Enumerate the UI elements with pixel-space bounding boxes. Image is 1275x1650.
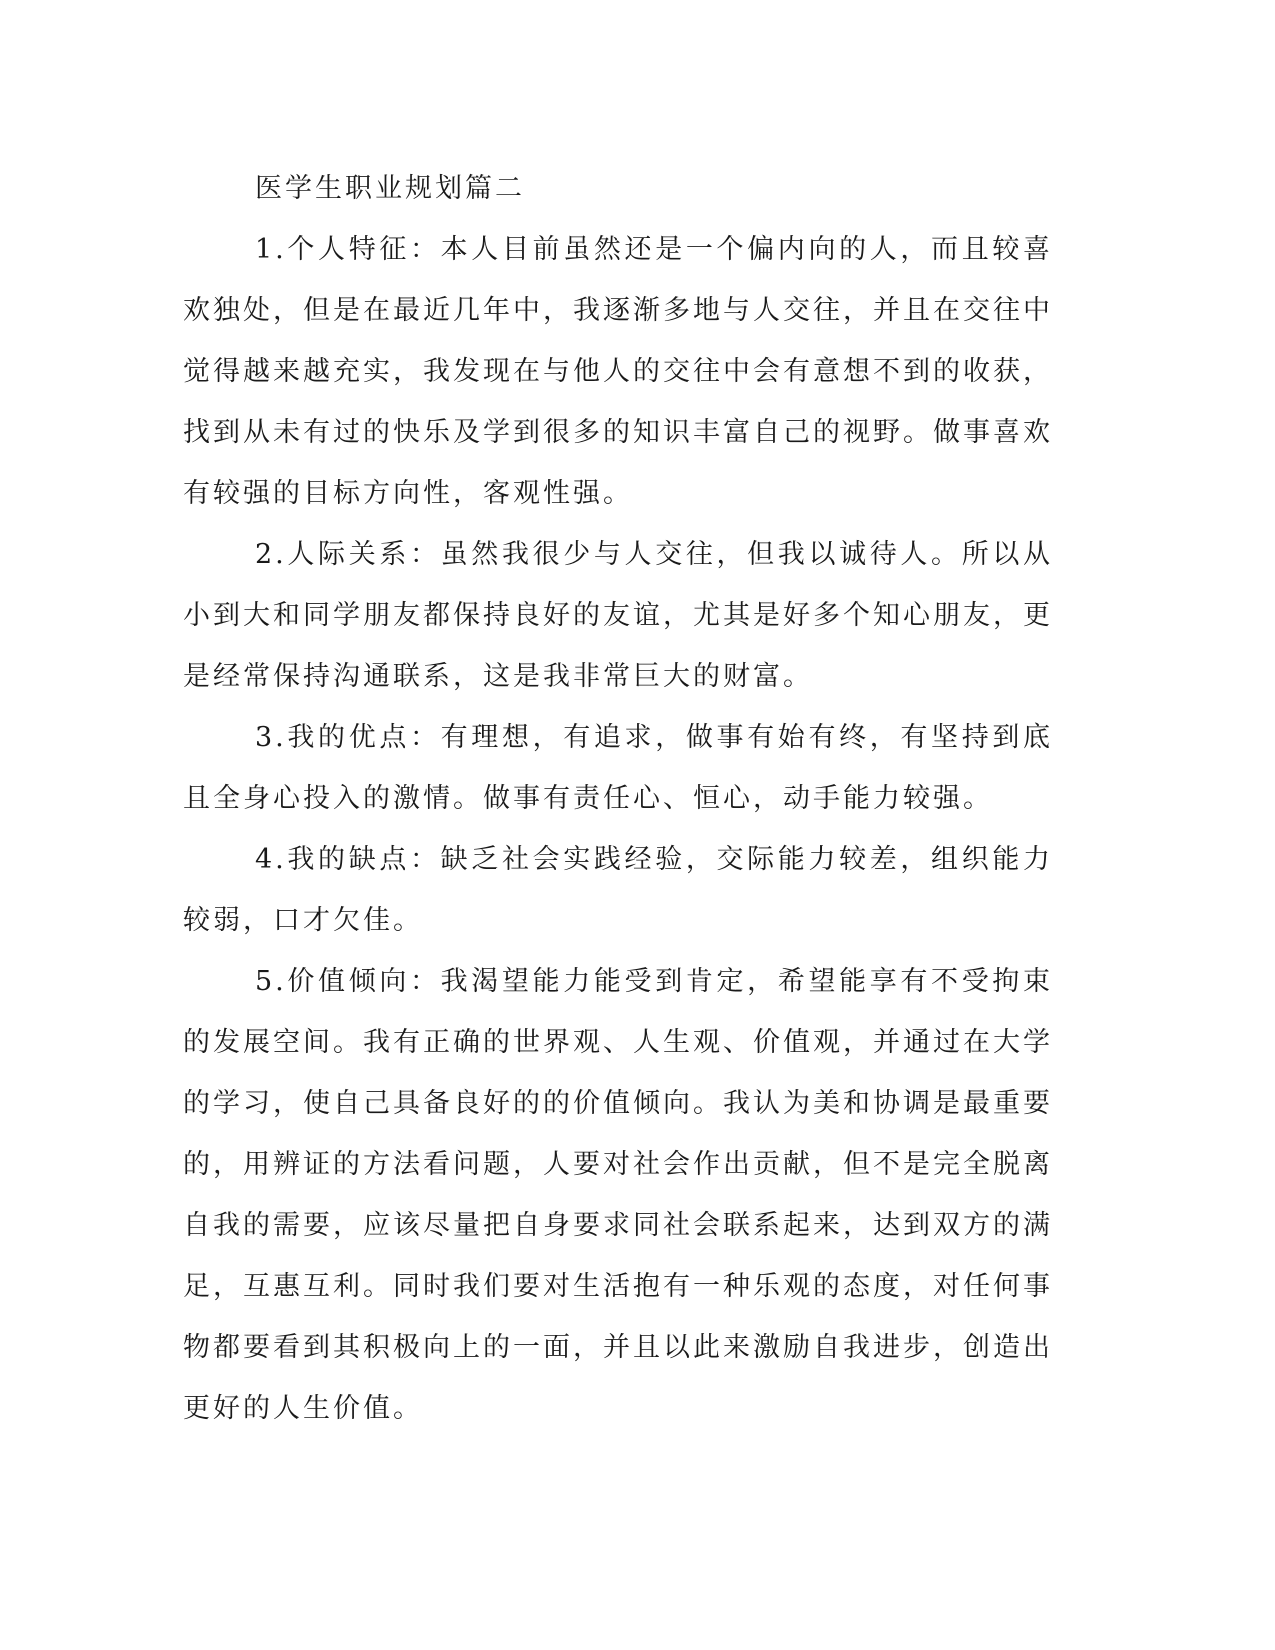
paragraph-interpersonal-relations: 2.人际关系：虽然我很少与人交往，但我以诚待人。所以从小到大和同学朋友都保持良好的友谊，尤其是好多个知心朋友，更是经常保持沟通联系，这是我非常巨大的财富。: [183, 539, 1053, 692]
document-body: [183, 158, 1053, 1439]
paragraph-strengths: 3.我的优点：有理想，有追求，做事有始有终，有坚持到底且全身心投入的激情。做事有责任心、恒心，动手能力较强。: [183, 722, 1053, 814]
paragraph-personal-traits: 1.个人特征：本人目前虽然还是一个偏内向的人，而且较喜欢独处，但是在最近几年中，我逐渐多地与人交往，并且在交往中觉得越来越充实，我发现在与他人的交往中会有意想不到的收获，找到从未有过的快乐及学到很多的知识丰富自己的视野。做事喜欢有较强的目标方向性，客观性强。: [183, 234, 1053, 509]
document-title: 医学生职业规划篇二: [255, 173, 525, 204]
paragraph-value-orientation: 5.价值倾向：我渴望能力能受到肯定，希望能享有不受拘束的发展空间。我有正确的世界观、人生观、价值观，并通过在大学的学习，使自己具备良好的的价值倾向。我认为美和协调是最重要的，用辨证的方法看问题，人要对社会作出贡献，但不是完全脱离自我的需要，应该尽量把自身要求同社会联系起来，达到双方的满足，互惠互利。同时我们要对生活抱有一种乐观的态度，对任何事物都要看到其积极向上的一面，并且以此来激励自我进步，创造出更好的人生价值。: [183, 966, 1053, 1424]
paragraph-weaknesses: 4.我的缺点：缺乏社会实践经验，交际能力较差，组织能力较弱，口才欠佳。: [183, 844, 1053, 936]
